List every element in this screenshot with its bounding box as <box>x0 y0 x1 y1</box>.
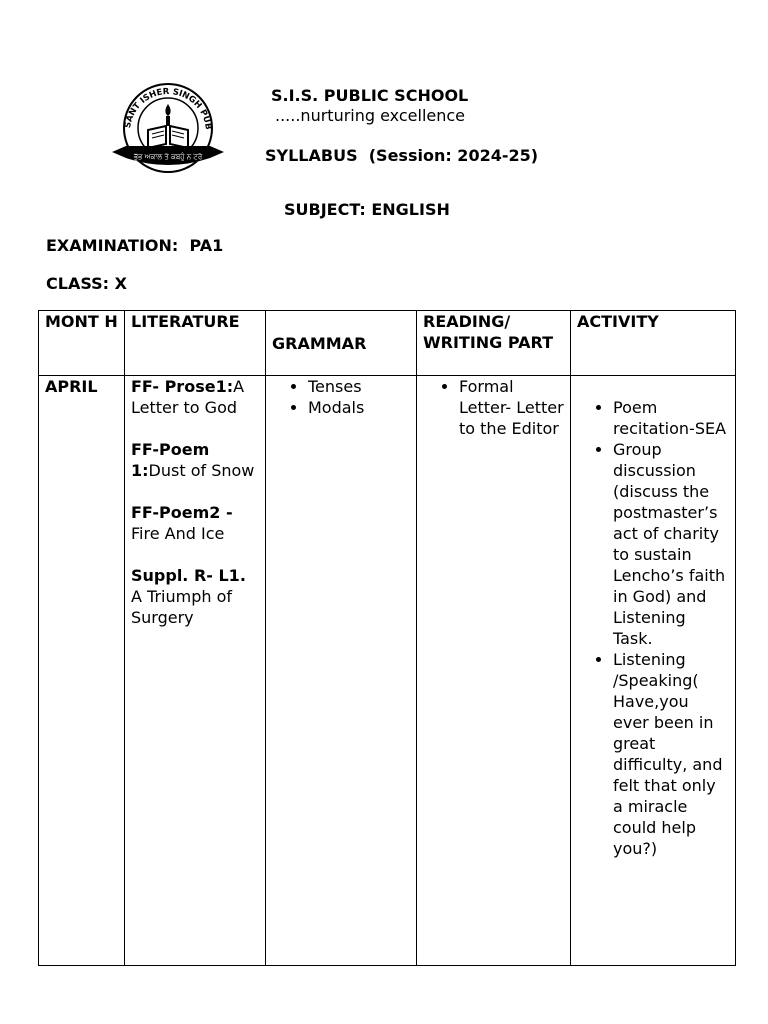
list-item: • Listening /Speaking( Have,you ever been in great difficulty, and felt that only a miracle could help you?) <box>613 649 729 859</box>
subject-title: SUBJECT: ENGLISH <box>284 200 450 219</box>
activity-cell <box>571 376 736 966</box>
header-literature: LITERATURE <box>125 311 266 376</box>
school-tagline: .....nurturing excellence <box>275 106 466 125</box>
list-item: • Poem recitation-SEA <box>613 397 729 439</box>
class-label: CLASS: X <box>46 274 127 293</box>
grammar-cell <box>266 376 417 966</box>
list-item: • Tenses <box>308 376 410 397</box>
table-row <box>39 376 736 966</box>
school-name: S.I.S. PUBLIC SCHOOL <box>271 86 469 105</box>
school-logo <box>108 80 228 176</box>
logo-ribbon-text: ਭੁੱਭ ਅਕਾਲ ਤੇ ਕਬਹੁੰ ਨ ਟਰੋ <box>133 153 203 161</box>
syllabus-table <box>38 310 736 966</box>
reading-writing-cell <box>417 376 571 966</box>
header-activity: ACTIVITY <box>571 311 736 376</box>
literature-cell <box>125 376 266 966</box>
list-item: • Modals <box>308 397 410 418</box>
examination-label: EXAMINATION: PA1 <box>46 236 224 255</box>
literature-item: Suppl. R- L1. A Triumph of Surgery <box>131 566 246 627</box>
month-cell: APRIL <box>39 376 125 966</box>
logo-ring-text: SANT ISHER SINGH PUB <box>123 86 214 131</box>
syllabus-title: SYLLABUS (Session: 2024-25) <box>265 146 539 165</box>
literature-item: FF- Prose1:A Letter to God <box>131 377 245 417</box>
header-month: MONT H <box>39 311 125 376</box>
literature-item: FF-Poem 1:Dust of Snow <box>131 440 255 480</box>
header-grammar: GRAMMAR <box>266 311 417 376</box>
literature-item: FF-Poem2 - Fire And Ice <box>131 503 233 543</box>
header-reading-writing: READING/ WRITING PART <box>417 311 571 376</box>
table-header-row <box>39 311 736 376</box>
list-item: • Formal Letter- Letter to the Editor <box>459 376 564 439</box>
list-item: • Group discussion (discuss the postmaster’s act of charity to sustain Lencho’s faith in God) and Listening Task. <box>613 439 729 649</box>
